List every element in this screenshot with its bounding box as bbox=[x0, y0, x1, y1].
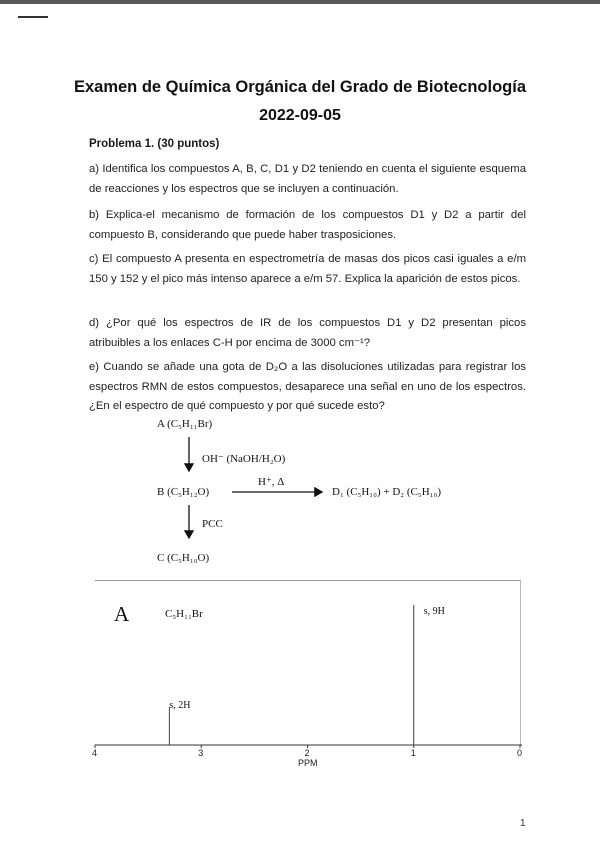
products-d1-d2: D₁ (C₅H₁₀) + D₂ (C₅H₁₀) bbox=[332, 486, 441, 498]
x-tick-label: 4 bbox=[92, 748, 98, 758]
x-tick-label: 3 bbox=[198, 748, 204, 758]
exam-title: Examen de Química Orgánica del Grado de Biotecnología bbox=[73, 78, 527, 96]
question-c: c) El compuesto A presenta en espectrometría de masas dos picos casi iguales a e/m 150 y 152 y el pico más intenso aparece a e/m 57. Explica la aparición de estos picos. bbox=[89, 253, 526, 285]
question-b: b) Explica-el mecanismo de formación de los compuestos D1 y D2 a partir del compuesto B, considerando que puede haber trasposiciones. bbox=[89, 209, 526, 241]
x-tick-label: 2 bbox=[304, 748, 310, 758]
x-axis-title: PPM bbox=[298, 758, 318, 768]
question-e: e) Cuando se añade una gota de D₂O a las disoluciones utilizadas para registrar los espectros RMN de estos compuestos, desaparece una señal en uno de los espectros. ¿En el espectro de qué compuesto y por qué sucede esto? bbox=[89, 361, 526, 412]
compound-b: B (C₅H₁₂O) bbox=[157, 486, 210, 498]
compound-c: C (C₅H₁₀O) bbox=[157, 552, 210, 564]
x-tick-label: 0 bbox=[517, 748, 523, 758]
problem-heading: Problema 1. (30 puntos) bbox=[89, 138, 220, 150]
peak-label: s, 2H bbox=[169, 700, 191, 711]
question-a: a) Identifica los compuestos A, B, C, D1 y D2 teniendo en cuenta el siguiente esquema de reacciones y los espectros que se incluyen a continuación. bbox=[89, 163, 526, 195]
reagent-pcc: PCC bbox=[202, 518, 223, 530]
exam-date: 2022-09-05 bbox=[259, 107, 341, 124]
compound-a: A (C₅H₁₁Br) bbox=[157, 418, 213, 430]
question-d: d) ¿Por qué los espectros de IR de los compuestos D1 y D2 presentan picos atribuibles a los enlaces C-H por encima de 3000 cm⁻¹? bbox=[89, 317, 526, 349]
reagent-acid-heat: H⁺, Δ bbox=[258, 476, 285, 488]
spectrum-label: A bbox=[114, 602, 130, 626]
page-number: 1 bbox=[520, 818, 526, 829]
peak-label: s, 9H bbox=[423, 606, 445, 617]
x-tick-label: 1 bbox=[410, 748, 416, 758]
reagent-hydroxide: OH⁻ (NaOH/H₂O) bbox=[202, 453, 286, 465]
spectrum-formula: C₅H₁₁Br bbox=[165, 608, 203, 620]
